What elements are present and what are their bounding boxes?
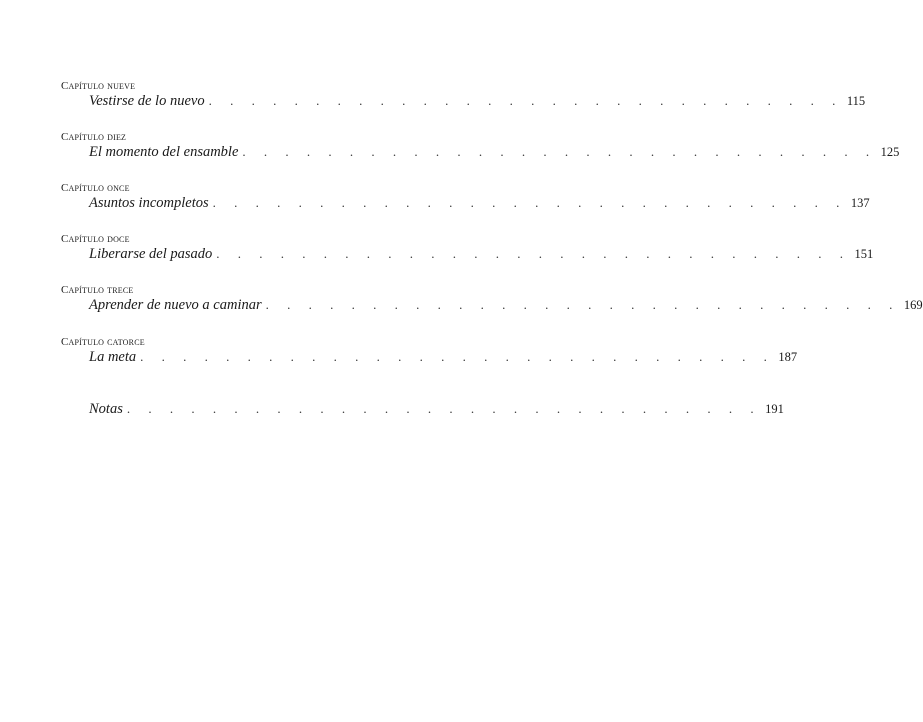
toc-entry-chapter-12[interactable] xyxy=(61,233,874,266)
toc-line xyxy=(89,349,798,369)
page-number: 151 xyxy=(854,247,874,261)
chapter-label: Capítulo diez xyxy=(61,131,127,143)
chapter-title: Asuntos incompletos xyxy=(89,195,209,211)
chapter-title: Vestirse de lo nuevo xyxy=(89,93,205,109)
toc-line xyxy=(89,195,870,215)
dot-leader: . . . . . . . . . . . . . . . . . . . . . . . . . . . . . . xyxy=(212,195,847,210)
dot-leader: . . . . . . . . . . . . . . . . . . . . . . . . . . . . . . xyxy=(126,401,762,416)
page-number: 187 xyxy=(778,350,798,364)
chapter-title: Liberarse del pasado xyxy=(89,246,213,262)
page-number: 115 xyxy=(846,94,866,108)
dot-leader: . . . . . . . . . . . . . . . . . . . . . . . . . . . . . . xyxy=(242,144,877,159)
page-number: 191 xyxy=(765,402,784,416)
chapter-title: Aprender de nuevo a caminar xyxy=(89,297,262,313)
toc-entry-chapter-14[interactable] xyxy=(61,336,798,369)
chapter-label: Capítulo once xyxy=(61,182,130,194)
toc-line xyxy=(89,144,900,164)
dot-leader: . . . . . . . . . . . . . . . . . . . . . . . . . . . . . . xyxy=(140,349,775,364)
chapter-title: El momento del ensamble xyxy=(89,144,239,160)
page-number: 125 xyxy=(880,145,900,159)
toc-entry-notes[interactable] xyxy=(89,401,784,421)
page-number: 137 xyxy=(850,196,870,210)
toc-entry-chapter-10[interactable] xyxy=(61,131,900,164)
chapter-title: La meta xyxy=(89,349,137,365)
toc-line xyxy=(89,93,866,113)
chapter-label: Capítulo doce xyxy=(61,233,130,245)
dot-leader: . . . . . . . . . . . . . . . . . . . . . . . . . . . . . . xyxy=(265,297,900,312)
toc-entry-chapter-11[interactable] xyxy=(61,182,870,215)
chapter-label: Capítulo trece xyxy=(61,284,134,296)
toc-entry-chapter-9[interactable] xyxy=(61,80,866,113)
chapter-label: Capítulo nueve xyxy=(61,80,136,92)
dot-leader: . . . . . . . . . . . . . . . . . . . . . . . . . . . . . . xyxy=(208,93,843,108)
toc-entry-chapter-13[interactable] xyxy=(61,284,923,317)
dot-leader: . . . . . . . . . . . . . . . . . . . . . . . . . . . . . . xyxy=(216,246,851,261)
notes-title: Notas xyxy=(89,401,123,417)
chapter-label: Capítulo catorce xyxy=(61,336,145,348)
page-number: 169 xyxy=(903,298,923,312)
toc-line xyxy=(89,297,923,317)
toc-line xyxy=(89,246,874,266)
